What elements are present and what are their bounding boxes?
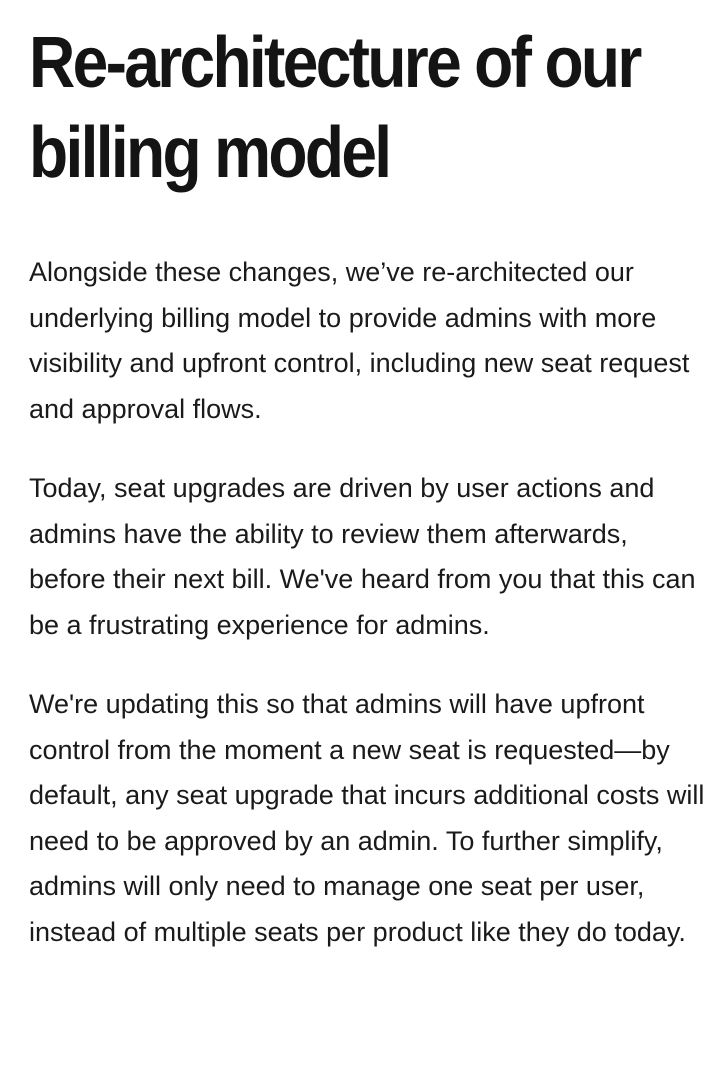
paragraph-current-seat-upgrades: Today, seat upgrades are driven by user actions and admins have the ability to review them afterwards, before their next bill. We've heard from you that this can be a frustrating experience for admins.	[29, 473, 696, 640]
page-title: Re-architecture of our billing model	[29, 23, 640, 193]
article	[29, 0, 709, 947]
article-body	[29, 250, 709, 989]
paragraph-billing-rearchitecture: Alongside these changes, we’ve re-architected our underlying billing model to provide admins with more visibility and upfront control, including new seat request and approval flows.	[29, 257, 690, 424]
paragraph-upfront-control: We're updating this so that admins will have upfront control from the moment a new seat is requested—by default, any seat upgrade that incurs additional costs will need to be approved by an admin. To further simplify, admins will only need to manage one seat per user, instead of multiple seats per product like they do today.	[29, 689, 705, 947]
